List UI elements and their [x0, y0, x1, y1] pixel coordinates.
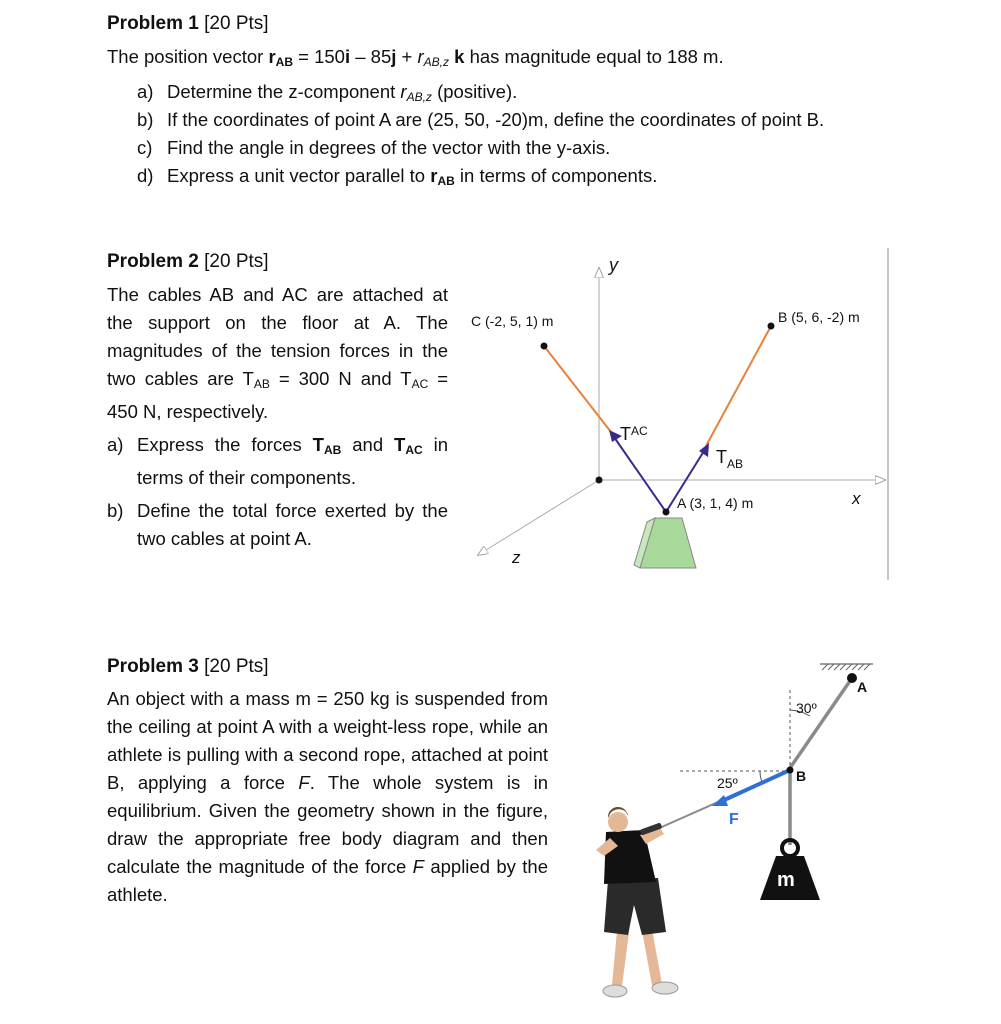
ceiling-hatch [822, 664, 870, 670]
problem-1-number: Problem 1 [107, 13, 199, 34]
mass-label: m [777, 869, 795, 891]
force-f-label: F [729, 811, 739, 828]
point-c-label: C (-2, 5, 1) m [471, 313, 554, 329]
angle-25-arc [760, 771, 762, 782]
x-axis-label: x [852, 489, 861, 508]
z-axis [478, 480, 599, 555]
tab-label: $T_{AB}$ [716, 447, 744, 471]
problem-1-part-c: c) Find the angle in degrees of the vector with the y-axis. [137, 137, 611, 158]
point-a [663, 509, 670, 516]
point-c [541, 343, 548, 350]
point-a-label: A (3, 1, 4) m [677, 495, 754, 511]
rope-ab [790, 678, 852, 768]
problem-2-statement: The cables AB and AC are attached at the support on the floor at A. The magnitudes of the tension forces in the two cables are $T_{AB} = 300$ N and $T_{AC} = 450$ N, respectively. [107, 284, 449, 422]
problem-1-points: [20 Pts] [204, 13, 269, 34]
cable-3d-figure [455, 245, 895, 590]
problem-2-part-b: b) Define the total force exerted by the two cables at point A. [107, 500, 448, 549]
tac-label: $T^{AC}$ [620, 424, 648, 444]
problem-1-part-b: b) If the coordinates of point A are (25, 50, -20)m, define the coordinates of point B. [137, 109, 825, 130]
angle-25-label: 25º [717, 775, 738, 791]
point-b-label: B (5, 6, -2) m [778, 309, 860, 325]
cable-ab [706, 326, 771, 446]
angle-30-label: 30º [796, 700, 817, 716]
problem-3-points: [20 Pts] [204, 656, 269, 677]
problem-1-part-a: a) Determine the z-component $r_{AB,z}$ (positive). [137, 81, 518, 104]
problem-2-part-a: a) Express the forces $T_{AB}$ and $T_{AC}$ in terms of their components. [107, 434, 448, 488]
athlete-figure [596, 807, 678, 997]
point-b [768, 323, 775, 330]
problem-2-number: Problem 2 [107, 251, 199, 272]
problem-1-part-d: d) Express a unit vector parallel to $r_{AB}$ in terms of components. [137, 165, 658, 188]
point-b-label: B [796, 768, 807, 784]
point-a-label: A [857, 679, 868, 695]
problem-1-title [107, 13, 269, 35]
problem-3-statement: An object with a mass m = 250 kg is suspended from the ceiling at point A with a weight-less rope, while an athlete is pulling with a second rope, attached at point B, applying a force F. The whole system is in equilibrium. Given the geometry shown in the figure, draw the appropriate free body diagram and then calculate the magnitude of the force F applied by the athlete. [107, 688, 548, 905]
z-axis-label: z [512, 548, 521, 567]
problem-3-number: Problem 3 [107, 656, 199, 677]
problem-3-title [107, 656, 269, 678]
problem-2-title [107, 251, 269, 273]
problem-2-points: [20 Pts] [204, 251, 269, 272]
point-a [847, 673, 857, 683]
cable-ac [544, 346, 611, 432]
y-axis-label: y [609, 255, 618, 275]
suspended-mass-figure [580, 655, 900, 1015]
problem-1-statement: The position vector $r_{AB} = 150i - 85j + r_{AB,z}$ k has magnitude equal to 188 m. [107, 46, 724, 69]
force-tac-vector [614, 437, 666, 512]
force-f-arrowhead [712, 795, 728, 806]
origin-point [596, 477, 603, 484]
point-b [787, 767, 794, 774]
